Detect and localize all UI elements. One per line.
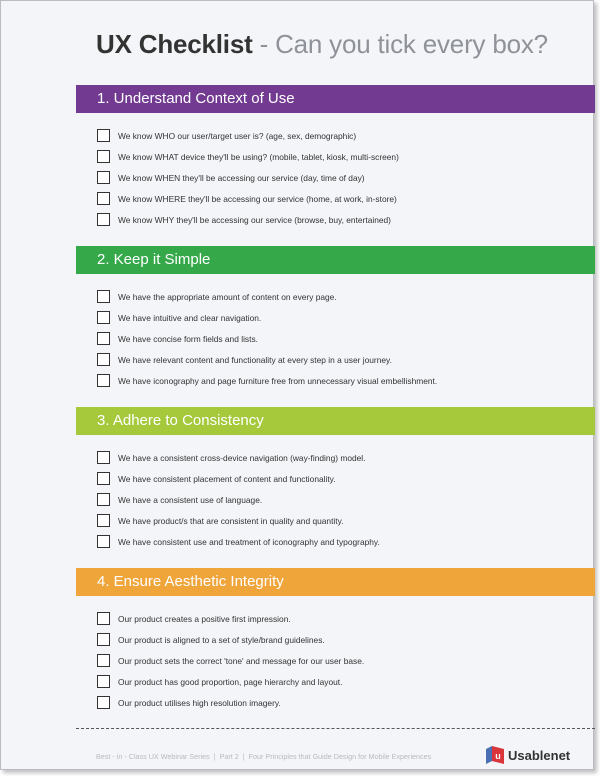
checklist-item[interactable] [76,349,595,370]
checkbox[interactable] [97,472,110,485]
checklist-item[interactable] [76,671,595,692]
checklist-item[interactable] [76,531,595,552]
checklist-item-label: We have a consistent cross-device navigation (way-finding) model. [118,452,366,463]
checklist-item[interactable] [76,167,595,188]
checklist-item[interactable] [76,307,595,328]
section-heading: 3. Adhere to Consistency [76,407,595,435]
checkbox[interactable] [97,675,110,688]
checklist-item-label: Our product utilises high resolution imagery. [118,697,281,708]
checkbox[interactable] [97,332,110,345]
checklist-item-label: We have relevant content and functionality at every step in a user journey. [118,354,392,365]
checklist-item-label: We have consistent placement of content and functionality. [118,473,336,484]
checklist-item[interactable] [76,209,595,230]
title-separator: - [252,29,276,59]
checklist-item-label: We have product/s that are consistent in quality and quantity. [118,515,344,526]
checklist [76,125,595,230]
checklist-item-label: We know WHY they'll be accessing our service (browse, buy, entertained) [118,214,391,225]
footer-divider [76,728,595,729]
footer-separator: | [213,752,216,761]
checklist-item-label: Our product creates a positive first impression. [118,613,291,624]
checklist-item[interactable] [76,608,595,629]
checklist-item[interactable] [76,629,595,650]
checkbox[interactable] [97,514,110,527]
checklist-item-label: We have intuitive and clear navigation. [118,312,262,323]
section-heading: 2. Keep it Simple [76,246,595,274]
checkbox[interactable] [97,353,110,366]
footer-text [96,752,431,761]
checkbox[interactable] [97,493,110,506]
checkbox[interactable] [97,374,110,387]
checklist [76,608,595,713]
section-keep-it-simple [76,246,595,391]
footer-part: Part 2 [219,752,239,761]
footer-separator: | [242,752,245,761]
checkbox[interactable] [97,192,110,205]
section-context-of-use [76,85,595,230]
footer-series: Best - in - Class UX Webinar Series [96,752,210,761]
checklist-item-label: We have the appropriate amount of content on every page. [118,291,337,302]
logo-text: Usablenet [508,747,571,763]
checklist-item[interactable] [76,146,595,167]
checkbox[interactable] [97,654,110,667]
checkbox[interactable] [97,171,110,184]
checklist [76,447,595,552]
checklist-item[interactable] [76,286,595,307]
section-adhere-to-consistency [76,407,595,552]
checkbox[interactable] [97,311,110,324]
checklist-item[interactable] [76,489,595,510]
title-subtitle: Can you tick every box? [275,29,548,59]
checklist-item-label: We have consistent use and treatment of iconography and typography. [118,536,380,547]
checklist-item-label: We have iconography and page furniture free from unnecessary visual embellishment. [118,375,438,386]
checklist-item-label: Our product is aligned to a set of style/brand guidelines. [118,634,325,645]
checklist-item-label: We know WHAT device they'll be using? (mobile, tablet, kiosk, multi-screen) [118,151,399,162]
svg-text:u: u [495,751,501,761]
checklist-item[interactable] [76,328,595,349]
checkbox[interactable] [97,213,110,226]
checkbox[interactable] [97,150,110,163]
checkbox[interactable] [97,633,110,646]
footer-topic: Four Principles that Guide Design for Mobile Experiences [248,752,432,761]
section-heading: 1. Understand Context of Use [76,85,595,113]
checklist-item[interactable] [76,650,595,671]
checklist-item-label: We know WHEN they'll be accessing our service (day, time of day) [118,172,365,183]
section-heading: 4. Ensure Aesthetic Integrity [76,568,595,596]
checklist-item[interactable] [76,188,595,209]
title-main: UX Checklist [96,29,253,59]
checklist-item[interactable] [76,692,595,713]
checklist-item[interactable] [76,125,595,146]
checklist [76,286,595,391]
checklist-item[interactable] [76,468,595,489]
checklist-item-label: Our product has good proportion, page hierarchy and layout. [118,676,343,687]
checklist-item-label: Our product sets the correct 'tone' and message for our user base. [118,655,365,666]
usablenet-logo [485,746,570,764]
checkbox[interactable] [97,290,110,303]
checkbox[interactable] [97,535,110,548]
checkbox[interactable] [97,612,110,625]
usablenet-logo-icon [485,746,505,764]
checklist-item[interactable] [76,447,595,468]
checklist-item-label: We have concise form fields and lists. [118,333,258,344]
checklist-item-label: We know WHERE they'll be accessing our service (home, at work, in-store) [118,193,397,204]
checklist-item[interactable] [76,370,595,391]
checklist-item[interactable] [76,510,595,531]
page-title [96,29,548,60]
checkbox[interactable] [97,129,110,142]
checkbox[interactable] [97,451,110,464]
checklist-item-label: We know WHO our user/target user is? (age, sex, demographic) [118,130,357,141]
section-aesthetic-integrity [76,568,595,713]
checkbox[interactable] [97,696,110,709]
checklist-item-label: We have a consistent use of language. [118,494,263,505]
